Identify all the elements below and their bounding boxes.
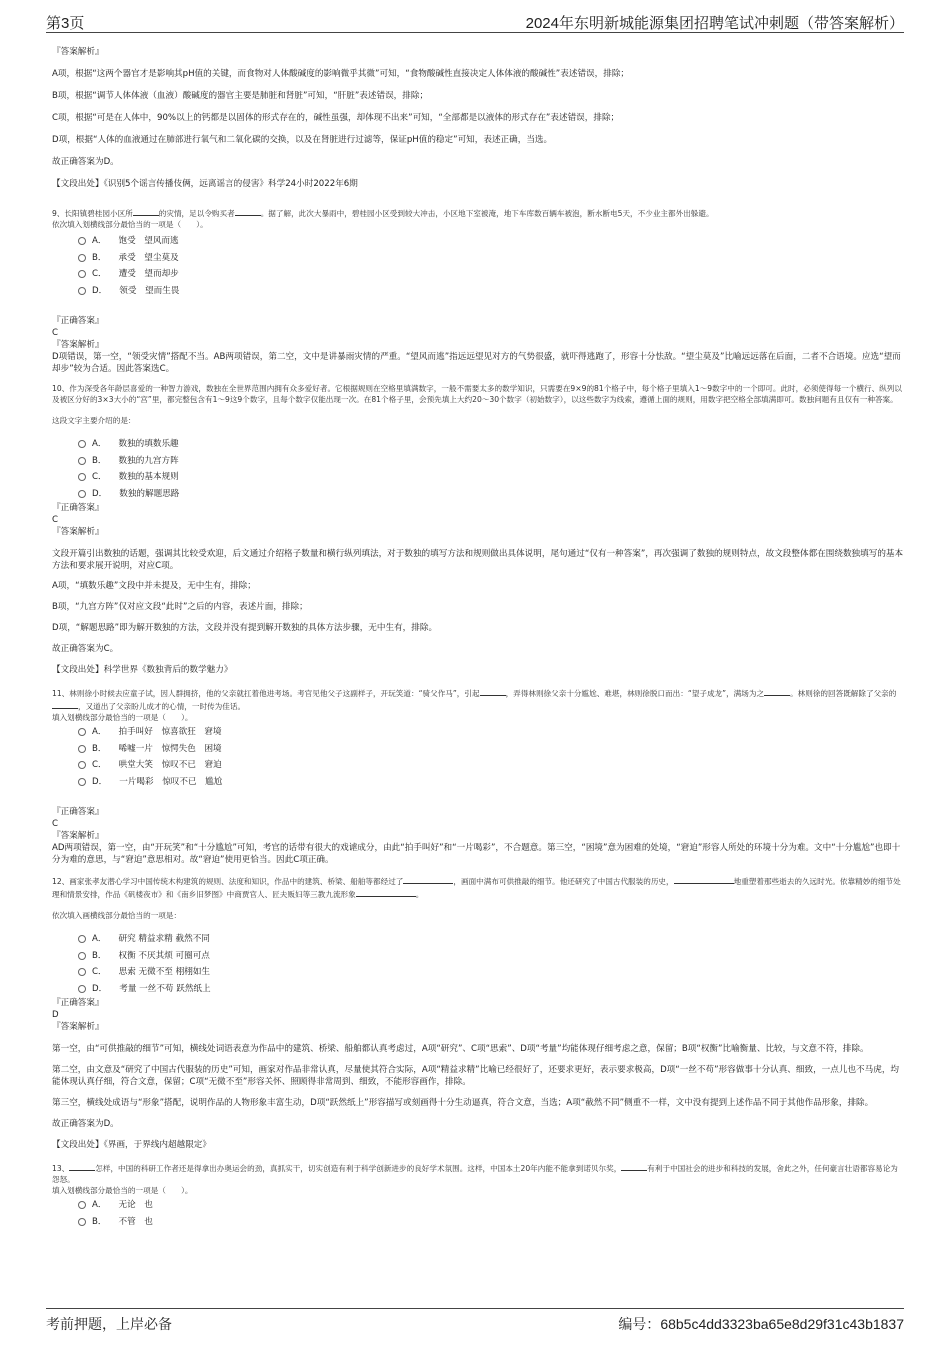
option-text: 领受 望而生畏 — [119, 285, 180, 296]
q9-stem-part-a: 9、长阳镇碧桂园小区所 — [52, 209, 133, 218]
q12-option-c[interactable] — [78, 964, 904, 981]
q11-blank-2 — [764, 686, 790, 696]
q9-analysis-label: 『答案解析』 — [52, 340, 104, 350]
option-text: 一片喝彩 惊叹不已 尴尬 — [119, 776, 223, 787]
footer-code-value: 68b5c4dd3323ba65e8d29f31c43b1837 — [660, 1316, 904, 1332]
q12-source-text: 《界画，于界线内超越限定》 — [103, 1140, 211, 1150]
q12-options — [52, 931, 904, 997]
radio-icon[interactable] — [78, 728, 86, 736]
q10-answer: C — [52, 515, 59, 525]
q12-answer-label: 『正确答案』 — [52, 998, 104, 1008]
q9-option-c[interactable] — [78, 266, 904, 283]
option-label: C． — [92, 269, 107, 280]
option-text: 无论 也 — [118, 1200, 153, 1211]
q9-blank-2 — [235, 206, 261, 216]
page-header — [46, 10, 904, 33]
radio-icon[interactable] — [78, 287, 86, 295]
option-text: 数独的填数乐趣 — [118, 439, 179, 450]
radio-icon[interactable] — [78, 745, 86, 753]
q10-stem: 10、作为深受各年龄层喜爱的一种智力游戏，数独在全世界范围内拥有众多爱好者。它根据规则在空格里填满数字，一般不需要太多的数学知识，只需要在9×9的81个格子中，每个格子里填入1～9数字中的一个即可。此时，必须使得每一个横行、纵列以及被区分好的3×3大小的“宫”里，都完整包含有1～9这9个数字，且每个数字仅能出现一次。在81个格子里，会预先填上大约20～30个数字（初始数字），以这些数字为线索，遵循上面的规则，用数字把空格全部填满即可。数独问题有且仅有一种答案。 — [52, 384, 902, 404]
q8-conclusion: 故正确答案为D。 — [52, 157, 119, 167]
radio-icon[interactable] — [78, 457, 86, 465]
option-text: 唏嘘一片 惊愕失色 困境 — [118, 743, 222, 754]
radio-icon[interactable] — [78, 1201, 86, 1209]
q12-analysis-p3: 第三空，横线处成语与“形象”搭配，说明作品的人物形象丰富生动，D项“跃然纸上”形容描写或刻画得十分生动逼真，符合文意，当选；A项“截然不同”侧重不一样，文中没有提到上述作品不同于其他作品形象，排除。 — [52, 1098, 874, 1108]
q9-stem-part-c: 。据了解，此次大暴雨中，碧桂园小区受到较大冲击，小区地下室被淹，地下车库数百辆车被泡，断水断电5天，不少业主都外出躲避。 — [260, 209, 714, 218]
q11-analysis: AD两项错误，第一空，由“开玩笑”和“十分尴尬”可知，考官的话带有很大的戏谑成分，由此“拍手叫好”和“一片喝彩”，不合题意。第三空，“困境”意为困难的处境，“窘迫”形容人所处的环境十分为难。文中“十分尴尬”也即十分为难的意思，与“窘迫”意思相对。故“窘迫”使用更恰当。因此C项正确。 — [52, 843, 901, 865]
radio-icon[interactable] — [78, 1218, 86, 1226]
q11-analysis-label: 『答案解析』 — [52, 831, 104, 841]
option-text: 承受 望尘莫及 — [118, 252, 179, 263]
q9-stem — [52, 206, 904, 219]
q12-source — [52, 1139, 904, 1151]
q9-option-d[interactable] — [78, 283, 904, 300]
option-text: 考量 一丝不苟 跃然纸上 — [119, 983, 211, 994]
option-text: 思索 无微不至 栩栩如生 — [118, 967, 211, 978]
q12-stem-part-a: 12、画家张孝友潜心学习中国传统木构建筑的规则、法度和知识，作品中的建筑、桥梁、船舶等都经过了 — [52, 877, 404, 886]
option-label: D． — [92, 285, 108, 296]
option-label: D． — [92, 776, 108, 787]
q11-stem-part-a: 11、林则徐小时候去应童子试，因人群拥挤，他的父亲就扛着他进考场。考官见他父子这副样子，开玩笑道：“骑父作马”，引起 — [52, 689, 480, 698]
option-label: A． — [92, 439, 107, 450]
q11-option-a[interactable] — [78, 724, 904, 741]
q12-stem-part-b: ，画面中满布可供推敲的细节。他还研究了中国古代服装的历史， — [453, 877, 674, 886]
q8-analysis-c: C项，根据“可是在人体中，90%以上的钙都是以固体的形式存在的，碱性虽强，却体现不出来”可知，“全部都是以液体的形式存在”表述错误，排除； — [52, 113, 620, 123]
radio-icon[interactable] — [78, 473, 86, 481]
radio-icon[interactable] — [78, 237, 86, 245]
q12-analysis-p1: 第一空，由“可供推敲的细节”可知，横线处词语表意为作品中的建筑、桥梁、船舶都认真考虑过，A项“研究”、C项“思索”、D项“考量”均能体现仔细考虑之意，保留；B项“权衡”比喻衡量、比较，与文意不符，排除。 — [52, 1044, 869, 1054]
radio-icon[interactable] — [78, 254, 86, 262]
q13-option-b[interactable] — [78, 1214, 904, 1231]
q11-answer: C — [52, 819, 59, 829]
q12-option-a[interactable] — [78, 931, 904, 948]
radio-icon[interactable] — [78, 440, 86, 448]
q13-blank-2 — [621, 1161, 647, 1171]
option-text: 研究 精益求精 截然不同 — [118, 934, 210, 945]
q9-blank-1 — [133, 206, 159, 216]
option-label: C． — [92, 967, 107, 978]
q9-answer: C — [52, 328, 59, 338]
q12-stem-part-c: 地重塑着那些逝去的久远时光。依靠精妙的细节处理和情景安排，作品《矾楼夜市》和《南乡旧梦图》中商贾官人、匠夫贩妇等三教九流形象 — [52, 877, 901, 899]
q13-instruction: 填入划横线部分最恰当的一项是（ ）。 — [52, 1186, 193, 1195]
q12-conclusion: 故正确答案为D。 — [52, 1119, 119, 1129]
q11-answer-label: 『正确答案』 — [52, 807, 104, 817]
radio-icon[interactable] — [78, 270, 86, 278]
q11-stem-part-c: 。林则徐的回答既解除了父亲的 — [790, 689, 897, 698]
q11-instruction: 填入划横线部分最恰当的一项是（ ）。 — [52, 713, 193, 722]
option-text: 数独的基本规则 — [118, 472, 179, 483]
q12-blank-1 — [403, 874, 453, 884]
q9-option-a[interactable] — [78, 233, 904, 250]
option-label: B． — [92, 252, 107, 263]
q8-source — [52, 178, 904, 190]
option-label: B． — [92, 950, 107, 961]
q10-analysis-b: B项，“九宫方阵”仅对应文段“此时”之后的内容，表述片面，排除； — [52, 602, 308, 612]
option-label: A． — [92, 236, 107, 247]
radio-icon[interactable] — [78, 761, 86, 769]
q10-analysis-d: D项，“解题思路”即为解开数独的方法，文段并没有提到解开数独的具体方法步骤，无中生有，排除。 — [52, 623, 438, 633]
page-footer — [46, 1308, 904, 1333]
q13-blank-1 — [69, 1161, 95, 1171]
q12-source-label: 【文段出处】 — [52, 1140, 104, 1150]
q11-stem-part-b: ，弄得林则徐父亲十分尴尬、难堪，林则徐脱口而出：“望子成龙”，满场为之 — [505, 689, 765, 698]
option-label: B． — [92, 743, 107, 754]
q12-option-b[interactable] — [78, 948, 904, 965]
q10-options — [52, 436, 904, 502]
page-content — [52, 44, 904, 1230]
option-text: 数独的九宫方阵 — [118, 455, 179, 466]
option-label: B． — [92, 455, 107, 466]
q10-conclusion: 故正确答案为C。 — [52, 644, 119, 654]
q10-source-text: 科学世界《数独背后的数学魅力》 — [103, 665, 233, 675]
q10-instruction: 这段文字主要介绍的是： — [52, 416, 136, 425]
radio-icon[interactable] — [78, 985, 86, 993]
option-label: B． — [92, 1216, 107, 1227]
q10-answer-label: 『正确答案』 — [52, 503, 104, 513]
q10-analysis: 文段开篇引出数独的话题，强调其比较受欢迎，后文通过介绍格子数量和横行纵列填法，对于数独的填写方法和规则做出具体说明，尾句通过“仅有一种答案”，再次强调了数独的规则特点，故文段整体都在围绕数独填写的基本方法和要求展开说明，对应C项。 — [52, 549, 904, 571]
option-label: C． — [92, 472, 107, 483]
q10-source — [52, 664, 904, 676]
radio-icon[interactable] — [78, 968, 86, 976]
q9-instruction: 依次填入划横线部分最恰当的一项是（ ）。 — [52, 220, 208, 229]
option-text: 权衡 不厌其烦 可圈可点 — [118, 950, 210, 961]
radio-icon[interactable] — [78, 778, 86, 786]
q10-analysis-label: 『答案解析』 — [52, 527, 104, 537]
option-label: D． — [92, 983, 108, 994]
q11-option-b[interactable] — [78, 741, 904, 758]
q10-analysis-a: A项，“填数乐趣”文段中并未提及，无中生有，排除； — [52, 581, 256, 591]
q8-analysis-label: 『答案解析』 — [52, 47, 104, 57]
q8-source-label: 【文段出处】 — [52, 179, 104, 189]
q11-stem-part-d: ，又道出了父亲盼儿成才的心情，一时传为佳话。 — [78, 702, 246, 711]
q10-source-label: 【文段出处】 — [52, 665, 104, 675]
q11-blank-1 — [480, 686, 506, 696]
option-text: 饱受 望风而逃 — [118, 236, 179, 247]
q12-analysis-p2: 第二空，由文意及“研究了中国古代服装的历史”可知，画家对作品非常认真，尽量使其符合实际，A项“精益求精”比喻已经很好了，还要求更好，表示要求极高，D项“一丝不苟”形容做事十分认真、细致，一点儿也不马虎，均能体现认真仔细，符合文意，保留；C项“无微不至”形容关怀、照顾得非常周到、细致，不能形容画作，排除。 — [52, 1065, 900, 1087]
q9-stem-part-b: 的灾情，足以令购买者 — [158, 209, 235, 218]
page-number: 第3页 — [46, 15, 85, 32]
radio-icon[interactable] — [78, 952, 86, 960]
option-text: 遭受 望而却步 — [118, 269, 179, 280]
q8-analysis-a: A项，根据“这两个器官才是影响其pH值的关键，而食物对人体酸碱度的影响微乎其微”可知，“食物酸碱性直接决定人体体液的酸碱性”表述错误，排除； — [52, 69, 630, 79]
radio-icon[interactable] — [78, 935, 86, 943]
q11-blank-3 — [52, 699, 78, 709]
footer-code-label: 编号： — [618, 1316, 661, 1332]
q13-stem-part-b: 怎样，中国的科研工作者还是得拿出办奥运会的劲，真抓实干，切实创造有利于科学创新进步的良好学术氛围。这样，中国本土20年内能不能拿到诺贝尔奖， — [95, 1164, 622, 1173]
q13-stem-part-c: 有利于中国社会的进步和科技的发展，舍此之外，任何豪言壮语都容易论为怨怒。 — [52, 1164, 898, 1184]
option-text: 不管 也 — [118, 1216, 153, 1227]
option-text: 数独的解题思路 — [119, 488, 180, 499]
option-text: 哄堂大笑 惊叹不已 窘迫 — [118, 760, 222, 771]
option-label: C． — [92, 760, 107, 771]
q13-option-a[interactable] — [78, 1197, 904, 1214]
q11-option-d[interactable] — [78, 774, 904, 791]
q10-option-a[interactable] — [78, 436, 904, 453]
q8-analysis-b: B项，根据“调节人体体液（血液）酸碱度的器官主要是肺脏和肾脏”可知，“肝脏”表述错误，排除； — [52, 91, 429, 101]
q11-options — [52, 724, 904, 790]
q9-option-b[interactable] — [78, 250, 904, 267]
footer-code — [618, 1314, 904, 1334]
q10-option-c[interactable] — [78, 469, 904, 486]
q11-stem — [52, 686, 904, 712]
option-text: 拍手叫好 惊喜欲狂 窘境 — [118, 727, 222, 738]
footer-motto: 考前押题，上岸必备 — [46, 1316, 172, 1332]
q9-analysis: D项错误，第一空，“领受灾情”搭配不当。AB两项错误，第二空，文中是讲暴雨灾情的严重。“望风而逃”指远远望见对方的气势很盛，就吓得逃跑了，形容十分怯敌。“望尘莫及”比喻远远落在后面，二者不合语境。应选“望而却步”较为合适。因此答案选C。 — [52, 352, 901, 374]
q11-option-c[interactable] — [78, 757, 904, 774]
q12-analysis-label: 『答案解析』 — [52, 1022, 104, 1032]
q9-answer-label: 『正确答案』 — [52, 316, 104, 326]
option-label: A． — [92, 934, 107, 945]
q12-stem-part-d: 。 — [415, 890, 424, 899]
q10-option-d[interactable] — [78, 486, 904, 503]
q12-answer: D — [52, 1010, 59, 1020]
q12-option-d[interactable] — [78, 981, 904, 998]
q10-option-b[interactable] — [78, 453, 904, 470]
q8-source-text: 《识别5个谣言传播伎俩，远离谣言的侵害》科学24小时2022年6期 — [103, 179, 358, 189]
q12-instruction: 依次填入画横线部分最恰当的一项是： — [52, 911, 182, 920]
q13-stem-part-a: 13、 — [52, 1164, 70, 1173]
option-label: D． — [92, 488, 108, 499]
option-label: A． — [92, 1200, 107, 1211]
q12-blank-2 — [674, 874, 734, 884]
document-title: 2024年东明新城能源集团招聘笔试冲刺题（带答案解析） — [525, 15, 904, 32]
q9-options — [52, 233, 904, 299]
q13-options — [52, 1197, 904, 1230]
q8-analysis-d: D项，根据“人体的血液通过在肺部进行氧气和二氧化碳的交换，以及在肾脏进行过滤等，保证pH值的稳定”可知，表述正确，当选。 — [52, 135, 553, 145]
q12-stem — [52, 874, 904, 900]
option-label: A． — [92, 727, 107, 738]
q12-blank-3 — [356, 887, 416, 897]
q13-stem — [52, 1161, 904, 1185]
radio-icon[interactable] — [78, 490, 86, 498]
